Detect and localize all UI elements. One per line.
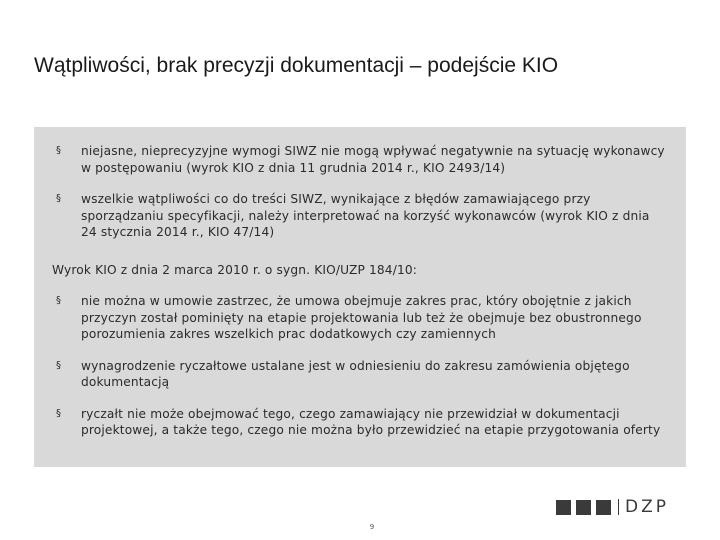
section-bullet-icon: § xyxy=(56,295,62,306)
section-bullet-icon: § xyxy=(56,145,62,156)
ruling-subheading: Wyrok KIO z dnia 2 marca 2010 r. o sygn. KIO/UZP 184/10: xyxy=(52,262,418,277)
bullet-list-1 xyxy=(56,143,666,241)
list-item xyxy=(56,143,666,176)
logo-square-icon xyxy=(596,500,611,515)
list-item-text: niejasne, nieprecyzyjne wymogi SIWZ nie mogą wpływać negatywnie na sytuację wykonawcy w postępowaniu (wyrok KIO z dnia 11 grudnia 2014 r., KIO 2493/14) xyxy=(81,144,665,175)
page-number: 9 xyxy=(369,523,375,531)
section-bullet-icon: § xyxy=(56,359,62,371)
page-title: Wątpliwości, brak precyzji dokumentacji – podejście KIO xyxy=(34,54,559,77)
content-box xyxy=(34,127,686,467)
dzp-logo xyxy=(556,499,669,515)
logo-square-icon xyxy=(556,500,571,515)
list-item xyxy=(56,406,666,439)
section-bullet-icon: § xyxy=(56,193,62,204)
list-item xyxy=(56,358,666,391)
list-item-text: nie można w umowie zastrzec, że umowa obejmuje zakres prac, który obojętnie z jakich przyczyn został pominięty na etapie projektowania lub też że obejmuje bez obustronnego porozumienia zakres wszelkich prac dodatkowych czy zamiennych xyxy=(81,294,642,341)
list-item-text: wszelkie wątpliwości co do treści SIWZ, wynikające z błędów zamawiającego przy sporządzaniu specyfikacji, należy interpretować na korzyść wykonawców (wyrok KIO z dnia 24 stycznia 2014 r., KIO 47/14) xyxy=(81,192,650,239)
logo-text: DZP xyxy=(625,497,669,517)
list-item-text: wynagrodzenie ryczałtowe ustalane jest w odniesieniu do zakresu zamówienia objętego dokumentacją xyxy=(81,358,630,389)
logo-square-icon xyxy=(576,500,591,515)
bullet-list-2 xyxy=(56,293,666,439)
section-bullet-icon: § xyxy=(56,407,62,419)
list-item-text: ryczałt nie może obejmować tego, czego zamawiający nie przewidział w dokumentacji projektowej, a także tego, czego nie można było przewidzieć na etapie przygotowania oferty xyxy=(81,406,661,437)
list-item xyxy=(56,191,666,241)
logo-divider xyxy=(618,499,619,515)
list-item xyxy=(56,293,666,343)
